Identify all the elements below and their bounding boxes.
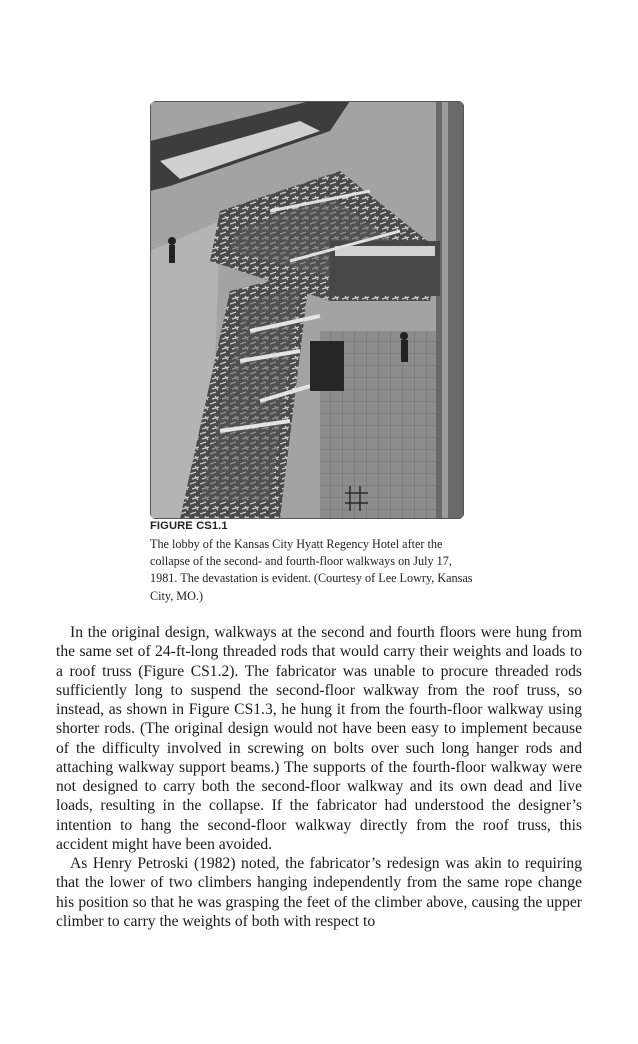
figure-label: FIGURE CS1.1: [150, 520, 228, 532]
collapse-photo: [150, 101, 464, 519]
figure-caption: [150, 518, 480, 605]
paragraph: In the original design, walkways at the second and fourth floors were hung from the same set of 24-ft-long threaded rods that would carry their weights and loads to a roof truss (Figure CS1.2). The fabricator was unable to procure threaded rods sufficiently long to suspend the second-floor walkway from the roof truss, so instead, as shown in Figure CS1.3, he hung it from the fourth-floor walkway using shorter rods. (The original design would not have been easy to implement because of the difficulty involved in screwing on bolts over such long hanger rods and attaching walkway support beams.) The supports of the fourth-floor walkway were not designed to carry both the second-floor walkway and its own dead and live loads, resulting in the collapse. If the fabricator had understood the designer’s intention to hang the second-floor walkway directly from the roof truss, this accident might have been avoided.: [56, 624, 582, 853]
figure-caption-text: The lobby of the Kansas City Hyatt Regency Hotel after the collapse of the second- and fourth-floor walkways on July 17, 1981. The devastation is evident. (Courtesy of Lee Lowry, Kansas City, MO.): [150, 536, 473, 603]
body-text: [56, 623, 582, 931]
paragraph: As Henry Petroski (1982) noted, the fabricator’s redesign was akin to requiring that the lower of two climbers hanging independently from the same rope change his position so that he was grasping the feet of the climber above, causing the upper climber to carry the weights of both with respect to: [56, 855, 582, 930]
